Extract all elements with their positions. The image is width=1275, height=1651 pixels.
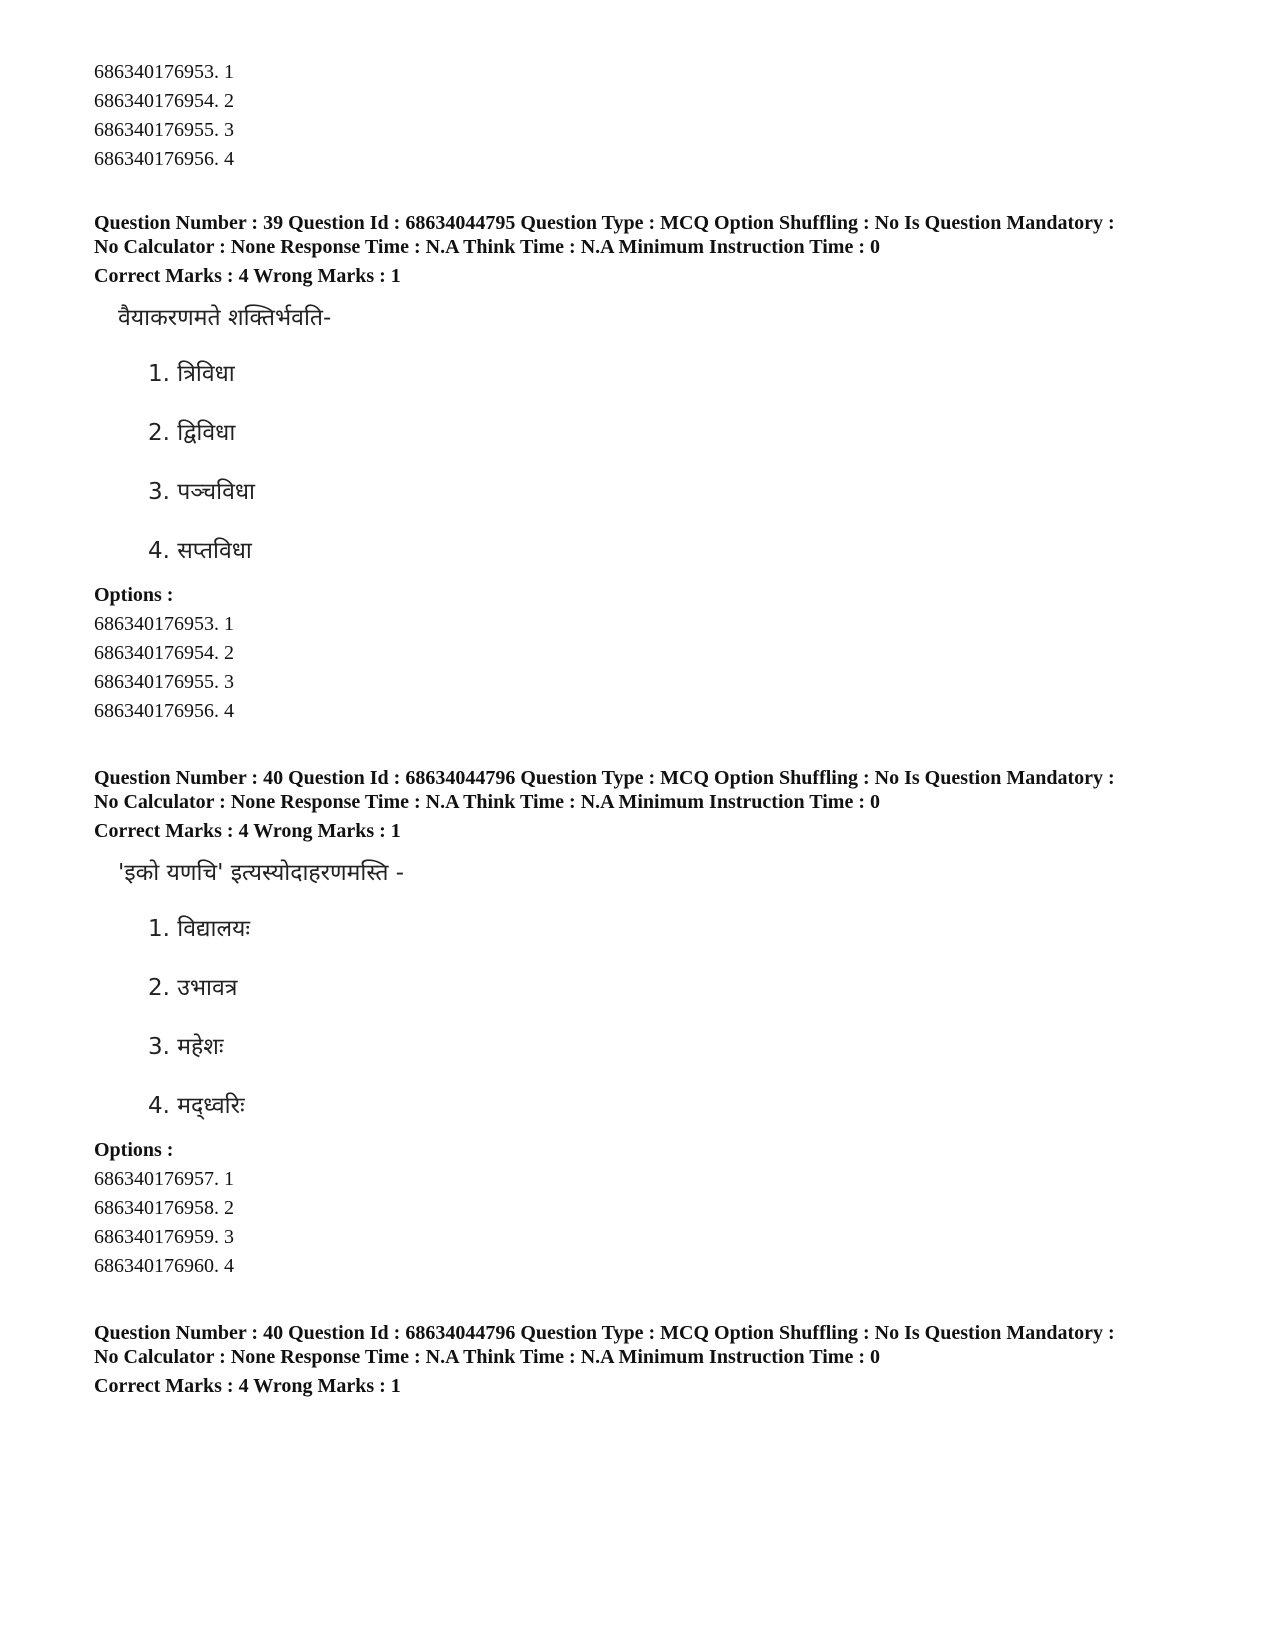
option-line: 686340176955. 3 <box>94 119 234 141</box>
option-line: 686340176956. 4 <box>94 700 234 722</box>
question-choice: 4. मद्ध्वरिः <box>148 1093 245 1119</box>
question-block-trailing <box>94 1321 1214 1398</box>
question-meta-line2: No Calculator : None Response Time : N.A Think Time : N.A Minimum Instruction Time : 0 <box>94 1346 880 1368</box>
question-meta-line1: Question Number : 40 Question Id : 68634044796 Question Type : MCQ Option Shuffling : No Is Question Mandatory : <box>94 767 1115 789</box>
options-list <box>94 610 1214 726</box>
top-options-list <box>94 58 1214 174</box>
question-meta-line1: Question Number : 39 Question Id : 68634044795 Question Type : MCQ Option Shuffling : No Is Question Mandatory : <box>94 212 1115 234</box>
option-line: 686340176953. 1 <box>94 61 234 83</box>
question-choice: 3. महेशः <box>148 1034 224 1060</box>
options-label: Options : <box>94 1139 174 1161</box>
options-label: Options : <box>94 584 174 606</box>
question-marks: Correct Marks : 4 Wrong Marks : 1 <box>94 265 401 287</box>
question-choice: 2. उभावत्र <box>148 975 238 1001</box>
question-text: 'इको यणचि' इत्यस्योदाहरणमस्ति - <box>118 860 405 886</box>
question-meta-line1: Question Number : 40 Question Id : 68634044796 Question Type : MCQ Option Shuffling : No Is Question Mandatory : <box>94 1322 1115 1344</box>
option-line: 686340176957. 1 <box>94 1168 234 1190</box>
question-block-39 <box>94 211 1214 726</box>
question-content <box>118 303 1214 566</box>
question-meta-line2: No Calculator : None Response Time : N.A Think Time : N.A Minimum Instruction Time : 0 <box>94 236 880 258</box>
question-block-40 <box>94 766 1214 1281</box>
option-line: 686340176960. 4 <box>94 1255 234 1277</box>
question-marks: Correct Marks : 4 Wrong Marks : 1 <box>94 1375 401 1397</box>
question-text: वैयाकरणमते शक्तिर्भवति- <box>118 305 332 331</box>
question-marks: Correct Marks : 4 Wrong Marks : 1 <box>94 820 401 842</box>
question-meta-line2: No Calculator : None Response Time : N.A Think Time : N.A Minimum Instruction Time : 0 <box>94 791 880 813</box>
option-line: 686340176953. 1 <box>94 613 234 635</box>
question-choice: 1. विद्यालयः <box>148 916 251 942</box>
option-line: 686340176955. 3 <box>94 671 234 693</box>
question-choice: 3. पञ्चविधा <box>148 479 255 505</box>
option-line: 686340176958. 2 <box>94 1197 234 1219</box>
option-line: 686340176959. 3 <box>94 1226 234 1248</box>
document-page <box>94 58 1214 1398</box>
option-line: 686340176954. 2 <box>94 90 234 112</box>
question-choice: 2. द्विविधा <box>148 420 236 446</box>
options-list <box>94 1165 1214 1281</box>
option-line: 686340176954. 2 <box>94 642 234 664</box>
question-choice: 4. सप्तविधा <box>148 538 252 564</box>
option-line: 686340176956. 4 <box>94 148 234 170</box>
question-choice: 1. त्रिविधा <box>148 361 235 387</box>
question-content <box>118 858 1214 1121</box>
